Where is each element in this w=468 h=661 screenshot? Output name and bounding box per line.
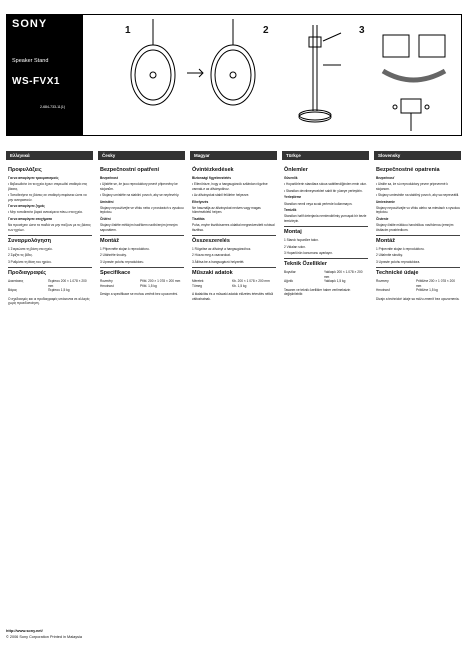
- step-item: 2 Húzza meg a csavarokat.: [192, 253, 231, 258]
- paragraph: Για να αποφύγετε ατυχήματα: [8, 216, 52, 221]
- tab-hungarian: Magyar: [190, 151, 277, 160]
- paragraph: • Hoparlörlerin standlara sıkıca sabitlendiğinden emin olun.: [284, 182, 367, 187]
- paragraph: • Stojany umístěte na stabilní povrch, aby se nepřevrhly.: [100, 193, 180, 198]
- section-title: Önlemler: [284, 167, 308, 173]
- column-hungarian: [192, 165, 276, 303]
- step-item: 3 Upravte polohu reproduktoru.: [100, 259, 145, 264]
- paragraph: • Τοποθετήστε τις βάσεις σε σταθερή επιφάνεια ώστε να μην ανατραπούν.: [8, 193, 87, 202]
- step-item: 3 Hoparlörün konumunu ayarlayın.: [284, 251, 333, 256]
- paragraph: Güvenlik: [284, 176, 298, 180]
- paragraph: Čistenie: [376, 216, 389, 221]
- spec-value: Kb. 200 × 1 078 × 200 mm: [232, 279, 270, 284]
- spec-value: Približne 200 × 1 078 × 200 mm: [416, 279, 455, 288]
- paragraph: • Βεβαιωθείτε ότι τα ηχεία έχουν στερεωθεί σταθερά στις βάσεις.: [8, 182, 88, 191]
- divider: [8, 235, 92, 236]
- spec-row: [376, 288, 460, 292]
- section-title: Teknik Özellikler: [284, 261, 328, 268]
- spec-key: Rozmery: [376, 279, 389, 284]
- spec-key: Tömeg: [192, 283, 202, 288]
- paragraph: • Ujistěte se, že jsou reproduktory pevně připevněny ke stojanům.: [100, 182, 178, 191]
- product-name: Speaker Stand: [12, 58, 49, 64]
- spec-row: [8, 279, 92, 288]
- paragraph: Stojany čistěte měkkým hadříkem navlhčeným jemným saponátem.: [100, 223, 178, 232]
- base-plate-illustration: [131, 19, 255, 105]
- step-item: 1 Připevněte stojan k reproduktoru.: [100, 247, 150, 252]
- spec-row: [376, 279, 460, 288]
- spec-row: [284, 270, 368, 279]
- column-slovak: [376, 165, 460, 303]
- divider: [100, 235, 184, 236]
- step-item: 2 Σφίξτε τις βίδες.: [8, 253, 33, 258]
- paragraph: Standları hafif deterjanla nemlendirilmiş yumuşak bir bezle temizleyin.: [284, 214, 367, 223]
- footer: [6, 628, 82, 640]
- step-item: 1 Standı hoparlöre takın.: [284, 238, 319, 243]
- divider: [284, 226, 368, 227]
- paragraph: • Standları devrilmeyecekleri sabit bir yüzeye yerleştirin.: [284, 188, 363, 193]
- step-item: 2 Vidaları sıkın.: [284, 244, 306, 249]
- step-item: 3 Állítsa be a hangsugárzó helyzetét.: [192, 259, 245, 264]
- tab-turkish: Türkçe: [282, 151, 369, 160]
- section-title: Προδιαγραφές: [8, 270, 47, 277]
- paragraph: • Μην τοποθετείτε βαριά αντικείμενα πάνω στα ηχεία.: [8, 210, 83, 215]
- paragraph: Umístění: [100, 199, 114, 204]
- spec-key: Rozměry: [100, 279, 113, 284]
- paragraph: Tisztítás: [192, 216, 205, 221]
- step-item: 2 Utáhněte šrouby.: [100, 253, 127, 258]
- tab-slovak: Slovensky: [374, 151, 461, 160]
- section-title: Montáž: [100, 238, 119, 245]
- column-turkish: [284, 165, 368, 299]
- website-link[interactable]: http://www.sony.net/: [6, 629, 43, 633]
- note: Tasarım ve teknik özellikler haber verilmeksizin değiştirilebilir.: [284, 287, 351, 297]
- spec-value: Περίπου 200 × 1.078 × 200 mm: [48, 279, 87, 288]
- step-number-3: 3: [359, 25, 365, 36]
- section-title: Technické údaje: [376, 270, 419, 277]
- note: A kialakítás és a műszaki adatok előzetes értesítés nélkül változhatnak.: [192, 292, 274, 301]
- spec-value: Yaklaşık 200 × 1.078 × 200 mm: [324, 270, 363, 279]
- column-greek: [8, 165, 92, 307]
- paragraph: • Stojany umiestnite na stabilný povrch, aby sa neprevrátili.: [376, 193, 460, 198]
- brand-logo: SONY: [12, 18, 48, 30]
- section-title: Συναρμολόγηση: [8, 238, 51, 245]
- assembly-illustration: [83, 15, 463, 137]
- paragraph: Stojany nepoužívejte ve vlhku nebo v prostorách s vysokou teplotou.: [100, 206, 184, 215]
- section-title: Προφυλάξεις: [8, 167, 42, 173]
- spec-row: [284, 279, 368, 283]
- paragraph: Stojany čistite mäkkou handričkou navlhčenou jemným čistiacim prostriedkom.: [376, 223, 454, 232]
- paragraph: Για να αποφύγετε τραυματισμούς: [8, 176, 59, 180]
- step-number-2: 2: [263, 25, 269, 36]
- paragraph: • Uistite sa, že sú reproduktory pevne pripevnené k stojanom.: [376, 182, 448, 191]
- paragraph: Čištění: [100, 216, 111, 221]
- note: Dizajn a technické údaje sa môžu zmeniť bez upozornenia.: [376, 296, 460, 301]
- paragraph: Stojany nepoužívajte vo vlhku alebo na miestach s vysokou teplotou.: [376, 206, 460, 215]
- paragraph: Elhelyezés: [192, 199, 209, 204]
- language-tabs: [6, 151, 462, 160]
- stand-pole-illustration: [299, 25, 341, 122]
- spec-row: [192, 284, 276, 288]
- section-title: Műszaki adatok: [192, 270, 233, 277]
- spec-key: Διαστάσεις: [8, 279, 24, 284]
- paragraph: Yerleştirme: [284, 195, 302, 200]
- section-title: Specifikace: [100, 270, 131, 277]
- paragraph: Umiestnenie: [376, 199, 395, 204]
- speaker-mount-illustration: [383, 35, 445, 131]
- title-panel: [6, 14, 82, 136]
- divider: [376, 267, 460, 268]
- spec-value: Přibl. 200 × 1 078 × 200 mm: [140, 279, 181, 284]
- illustration-panel: [82, 14, 462, 136]
- paragraph: Να προσέχετε ώστε τα παιδιά να μην παίζουν με τις βάσεις των ηχείων.: [8, 223, 91, 232]
- spec-key: Βάρος: [8, 288, 18, 293]
- paragraph: Biztonsági figyelmeztetés: [192, 176, 231, 180]
- spec-key: Hmotnosť: [376, 288, 390, 293]
- arrow-icon: [187, 69, 203, 77]
- step-item: 1 Rögzítse az állványt a hangsugárzóhoz.: [192, 247, 252, 252]
- spec-value: Približne 1,5 kg: [416, 288, 438, 293]
- spec-key: Hmotnost: [100, 283, 114, 288]
- spec-value: Περίπου 1,5 kg: [48, 288, 70, 293]
- step-item: 3 Ρυθμίστε τη θέση του ηχείου.: [8, 259, 52, 264]
- copyright: © 2006 Sony Corporation Printed in Malaysia: [6, 635, 83, 639]
- paragraph: Ne használja az állványokat nedves vagy magas hőmérsékletű helyen.: [192, 206, 261, 215]
- spec-value: Přibl. 1,5 kg: [140, 283, 157, 288]
- section-title: Bezpečnostné opatrenia: [376, 167, 440, 173]
- section-title: Összeszerelés: [192, 238, 230, 245]
- step-number-1: 1: [125, 25, 131, 36]
- spec-value: Yaklaşık 1,5 kg: [324, 279, 346, 284]
- paragraph: Puha, enyhe tisztítószeres oldattal megnedvesített ruhával tisztítsa.: [192, 223, 275, 232]
- divider: [192, 267, 276, 268]
- spec-key: Méretek: [192, 279, 204, 284]
- tab-greek: Ελληνικά: [6, 151, 93, 160]
- section-title: Bezpečnostní opatření: [100, 167, 159, 173]
- section-title: Montáž: [376, 238, 395, 245]
- divider: [100, 267, 184, 268]
- tab-czech: Česky: [98, 151, 185, 160]
- divider: [284, 258, 368, 259]
- paragraph: Standları nemli veya sıcak yerlerde kullanmayın.: [284, 201, 353, 206]
- divider: [8, 267, 92, 268]
- divider: [192, 235, 276, 236]
- spec-value: Kb. 1,5 kg: [232, 283, 247, 288]
- column-czech: [100, 165, 184, 299]
- section-title: Óvintézkedések: [192, 167, 234, 173]
- step-item: 1 Στερεώστε τη βάση στο ηχείο.: [8, 247, 53, 252]
- cover-header: [6, 14, 462, 136]
- note: Design a specifikace se mohou změnit bez upozornění.: [100, 292, 179, 297]
- step-item: 2 Utiahnite skrutky.: [376, 253, 403, 258]
- note: Ο σχεδιασμός και οι προδιαγραφές υπόκεινται σε αλλαγές χωρίς προειδοποίηση.: [8, 296, 90, 305]
- paragraph: • Az állványokat stabil felületre helyezze.: [192, 193, 250, 198]
- rotate-arrow-icon: [383, 71, 445, 80]
- paragraph: Για να αποφύγετε ζημιές: [8, 204, 45, 209]
- paragraph: Temizlik: [284, 208, 297, 213]
- step-item: 1 Pripevnite stojan k reproduktoru.: [376, 247, 425, 252]
- divider: [376, 235, 460, 236]
- spec-row: [8, 288, 92, 292]
- spec-row: [100, 284, 184, 288]
- model-number: WS-FVX1: [12, 76, 60, 87]
- paragraph: • Ellenőrizze, hogy a hangsugárzók szilárdan rögzítve vannak-e az állványokhoz.: [192, 182, 268, 191]
- spec-key: Boyutlar: [284, 270, 296, 275]
- step-item: 3 Upravte polohu reproduktora.: [376, 259, 421, 264]
- spec-key: Ağırlık: [284, 279, 294, 284]
- paragraph: Bezpečnosť: [376, 176, 395, 180]
- part-number: 2-684-733-11(1): [40, 105, 66, 109]
- section-title: Montaj: [284, 229, 302, 236]
- paragraph: Bezpečnost: [100, 176, 118, 180]
